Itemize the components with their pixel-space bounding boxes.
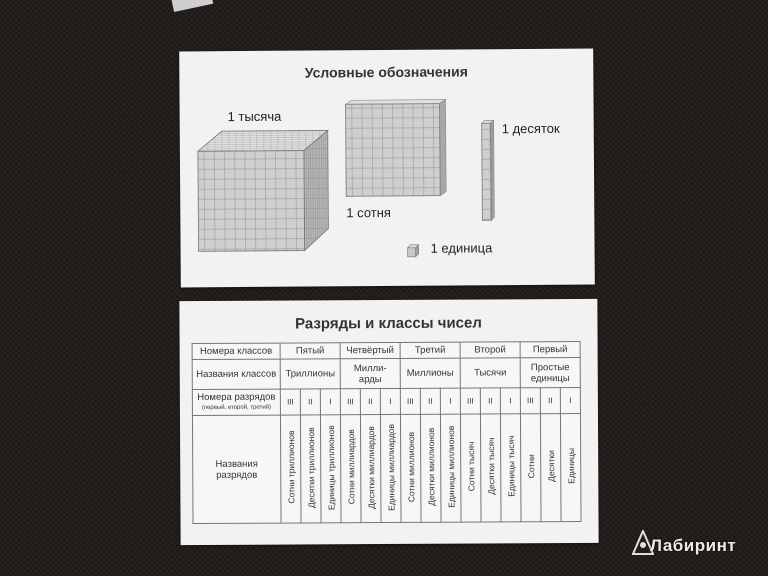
roman-cell: II — [480, 388, 500, 414]
class-number-cell: Пятый — [280, 343, 340, 359]
legend-title: Условные обозначения — [304, 63, 468, 81]
digit-name: Десятки триллионов — [305, 426, 316, 508]
digit-name: Сотни миллионов — [405, 431, 416, 503]
roman-cell: II — [420, 388, 440, 414]
class-name-cell: Триллионы — [280, 359, 340, 389]
digit-names-row — [192, 413, 581, 523]
thousand-cube-icon — [194, 128, 331, 260]
digit-name: Единицы миллионов — [445, 425, 456, 508]
roman-cell: III — [520, 388, 540, 414]
class-name-cell: Милли- арды — [340, 358, 400, 388]
hundred-label: 1 сотня — [346, 204, 391, 221]
digit-name-cell — [320, 415, 341, 523]
digit-name: Единицы миллиардов — [385, 423, 396, 511]
digit-name: Сотни миллиардов — [345, 429, 356, 505]
digit-name-cell — [360, 415, 381, 523]
digit-name-cell — [400, 414, 421, 522]
digit-name-cell — [440, 414, 461, 522]
digit-name: Сотни триллионов — [285, 430, 296, 505]
unit-label: 1 единица — [430, 240, 493, 256]
digit-name: Единицы — [565, 448, 576, 484]
roman-cell: I — [500, 388, 520, 414]
ranks-card — [179, 299, 598, 545]
roman-cell: I — [560, 387, 580, 413]
row-header — [192, 389, 280, 415]
digit-name: Десятки — [545, 450, 556, 483]
thousand-label: 1 тысяча — [227, 108, 282, 125]
class-number-cell: Первый — [520, 341, 580, 357]
digit-name: Десятки миллиардов — [365, 425, 376, 509]
class-number-cell: Второй — [460, 342, 520, 358]
digit-name-cell — [340, 415, 361, 523]
ranks-table — [192, 341, 582, 524]
digit-numbers-row — [192, 387, 580, 415]
digit-name: Единицы тысяч — [505, 435, 516, 498]
legend-card — [179, 49, 595, 288]
row-header: Названия классов — [192, 359, 280, 389]
digit-name: Сотни — [525, 454, 536, 479]
class-name-cell: Миллионы — [400, 358, 460, 388]
roman-cell: II — [360, 389, 380, 415]
roman-cell: II — [540, 388, 560, 414]
digit-name-cell — [480, 414, 501, 522]
watermark-text: Лабиринт — [650, 536, 737, 555]
digit-name-cell — [540, 414, 561, 522]
digit-name-cell — [280, 415, 301, 523]
ten-rod-icon — [480, 119, 497, 228]
ranks-title: Разряды и классы чисел — [295, 314, 482, 333]
roman-cell: I — [320, 389, 340, 415]
row-header-main: Номера разрядов — [197, 391, 276, 403]
roman-cell: I — [440, 388, 460, 414]
roman-cell: III — [400, 388, 420, 414]
roman-cell: III — [460, 388, 480, 414]
unit-cube-icon — [407, 244, 421, 263]
digit-name-cell — [520, 414, 541, 522]
roman-cell: III — [340, 389, 360, 415]
ten-label: 1 десяток — [501, 120, 560, 137]
digit-name-cell — [560, 413, 581, 521]
row-header: Номера классов — [192, 343, 280, 359]
roman-cell: II — [300, 389, 320, 415]
digit-name-cell — [300, 415, 321, 523]
digit-name-cell — [500, 414, 521, 522]
digit-name-cell — [380, 414, 401, 522]
class-number-cell: Четвёртый — [340, 342, 400, 358]
roman-cell: I — [380, 388, 400, 414]
digit-name-cell — [420, 414, 441, 522]
class-name-cell: Тысячи — [460, 358, 520, 388]
digit-name: Единицы триллионов — [325, 424, 336, 510]
ranks-table-wrap — [192, 341, 582, 524]
paper-corner — [171, 0, 213, 12]
digit-name-cell — [460, 414, 481, 522]
digit-name: Десятки миллионов — [425, 427, 436, 506]
digit-name: Сотни тысяч — [465, 441, 476, 492]
row-header-sub: (первый, второй, третий) — [201, 404, 272, 411]
class-number-cell: Третий — [400, 342, 460, 358]
hundred-flat-icon — [342, 98, 449, 206]
roman-cell: III — [280, 389, 300, 415]
class-names-row — [192, 357, 580, 389]
digit-name: Десятки тысяч — [485, 437, 496, 496]
row-header: Названия разрядов — [192, 415, 281, 523]
class-name-cell: Простые единицы — [520, 357, 580, 387]
